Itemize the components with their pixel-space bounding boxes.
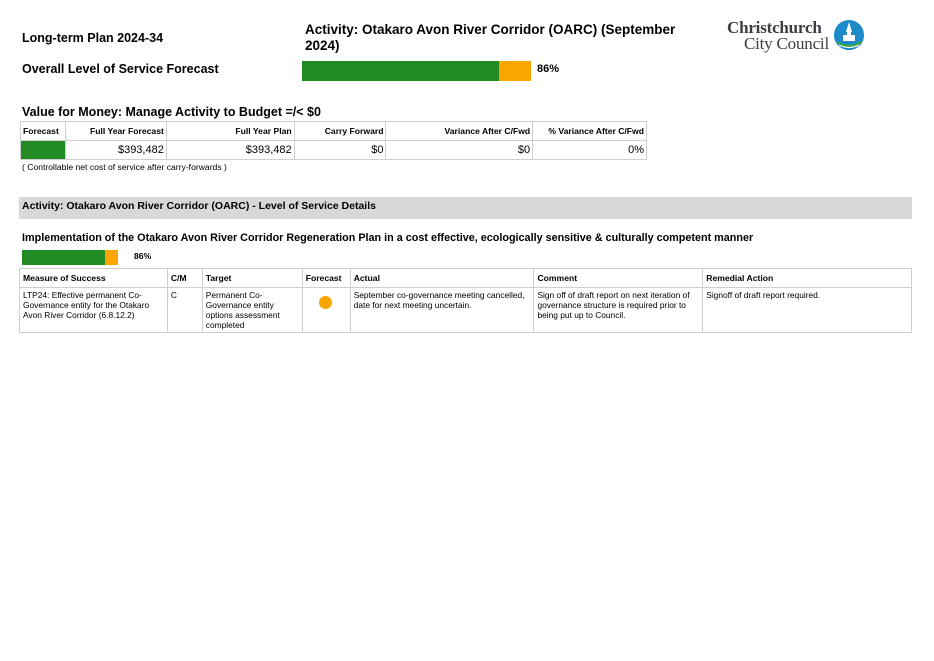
logo-text-line2: City Council [744, 34, 829, 53]
col-forecast: Forecast [21, 122, 66, 141]
col-pct-variance: % Variance After C/Fwd [533, 122, 647, 141]
value-for-money-note: ( Controllable net cost of service after carry-forwards ) [22, 162, 227, 172]
overall-bar-green [302, 61, 499, 81]
col-actual: Actual [350, 269, 534, 288]
col-target: Target [202, 269, 302, 288]
council-logo [727, 18, 869, 54]
logo-text-line1: Christchurch [727, 18, 822, 37]
impl-bar-orange [105, 250, 118, 265]
forecast-cell [302, 288, 350, 333]
implementation-title: Implementation of the Otakaro Avon River Corridor Regeneration Plan in a cost effective, ecologically sensitive & culturally competent manner [22, 232, 754, 244]
actual-cell: September co-governance meeting cancelled, date for next meeting uncertain. [350, 288, 534, 333]
value-for-money-title: Value for Money: Manage Activity to Budget =/< $0 [22, 105, 321, 119]
table-row [21, 141, 647, 160]
plan-title: Long-term Plan 2024-34 [22, 31, 164, 45]
full-year-plan-value: $393,482 [166, 141, 294, 160]
col-forecast: Forecast [302, 269, 350, 288]
col-full-year-forecast: Full Year Forecast [65, 122, 166, 141]
col-comment: Comment [534, 269, 703, 288]
level-of-service-table [19, 268, 912, 333]
overall-forecast-label: Overall Level of Service Forecast [22, 62, 219, 76]
implementation-percent: 86% [134, 251, 152, 261]
variance-value: $0 [386, 141, 533, 160]
carry-forward-value: $0 [294, 141, 386, 160]
cathedral-logo-icon [831, 19, 867, 53]
table-row [20, 288, 912, 333]
table-header-row [20, 269, 912, 288]
table-header-row [21, 122, 647, 141]
col-carry-forward: Carry Forward [294, 122, 386, 141]
full-year-forecast-value: $393,482 [65, 141, 166, 160]
target-cell: Permanent Co-Governance entity options assessment completed [202, 288, 302, 333]
col-cm: C/M [167, 269, 202, 288]
col-full-year-plan: Full Year Plan [166, 122, 294, 141]
overall-bar-orange [499, 61, 531, 81]
impl-bar-green [22, 250, 105, 265]
overall-forecast-bar [302, 61, 531, 81]
col-variance: Variance After C/Fwd [386, 122, 533, 141]
cm-cell: C [167, 288, 202, 333]
comment-cell: Sign off of draft report on next iteration of governance structure is required prior to being put up to Council. [534, 288, 703, 333]
value-for-money-table [20, 121, 647, 160]
forecast-status-dot-icon [319, 296, 332, 309]
overall-forecast-percent: 86% [537, 63, 560, 75]
measure-cell: LTP24: Effective permanent Co-Governance entity for the Otakaro Avon River Corridor (6.8.12.2) [20, 288, 168, 333]
pct-variance-value: 0% [533, 141, 647, 160]
implementation-forecast-bar [22, 250, 118, 265]
remedial-cell: Signoff of draft report required. [703, 288, 912, 333]
col-remedial: Remedial Action [703, 269, 912, 288]
col-measure: Measure of Success [20, 269, 168, 288]
activity-title: Activity: Otakaro Avon River Corridor (OARC) (September 2024) [305, 22, 676, 53]
section-title: Activity: Otakaro Avon River Corridor (OARC) - Level of Service Details [22, 200, 376, 212]
forecast-status-cell [21, 141, 66, 160]
